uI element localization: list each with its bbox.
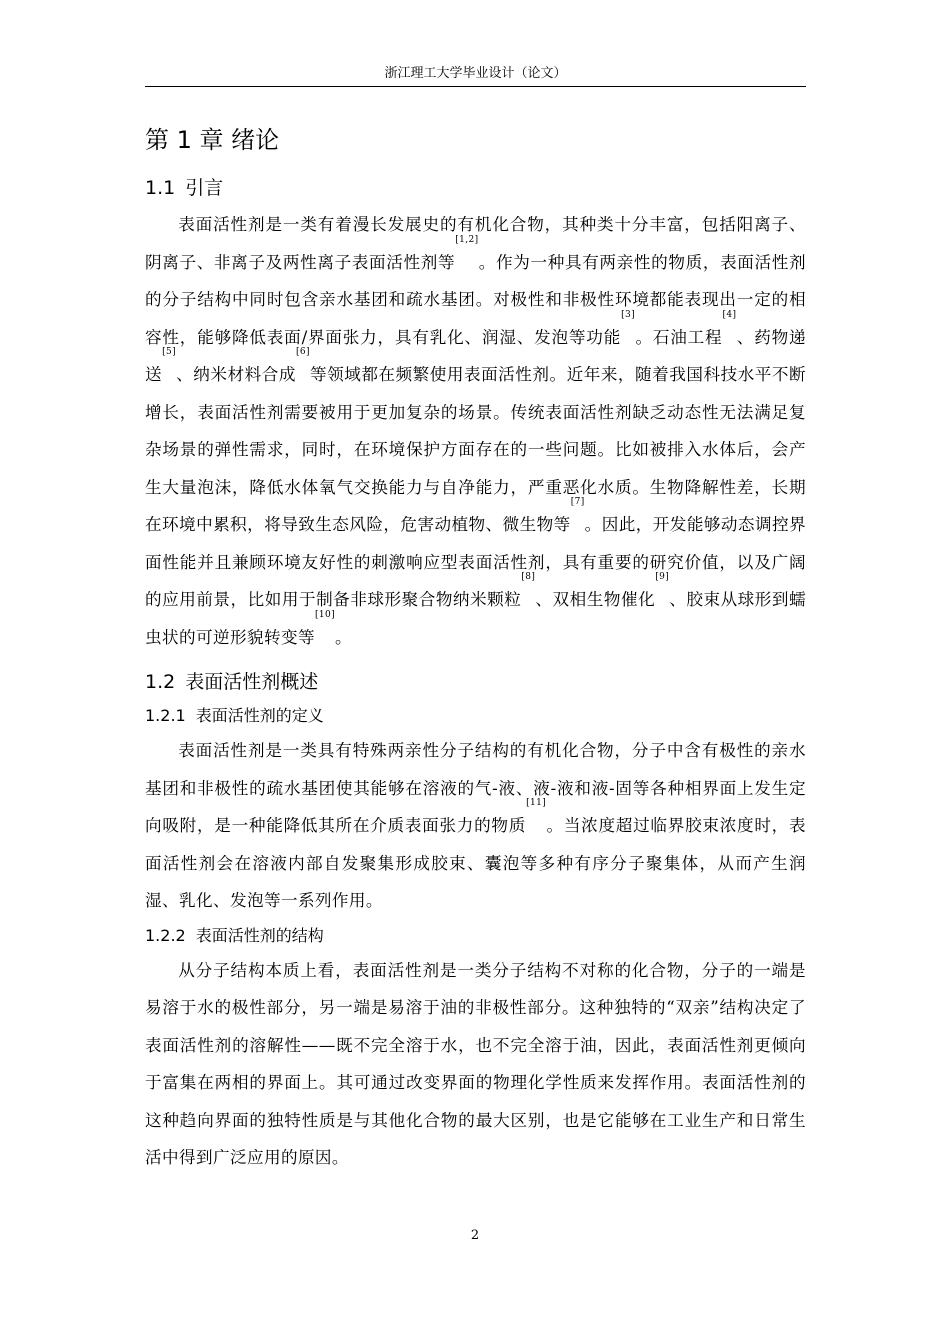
paragraph-text: 、胶束从球形到蠕虫状的可逆形貌转变等: [145, 590, 806, 647]
paragraph-text: 、双相生物催化: [535, 590, 656, 609]
section-number: 1.1: [145, 177, 176, 199]
paragraph-text: 、药物递送: [145, 327, 806, 384]
paragraph-text: 从分子结构本质上看，表面活性剂是一类分子结构不对称的化合物，分子的一端是易溶于水的极性部分，另一端是易溶于油的非极性部分。这种独特的“双亲”结构决定了表面活性剂的溶解性——既不完全溶于水，也不完全溶于油，因此，表面活性剂更倾向于富集在两相的界面上。其可通过改变界面的物理化学性质来发挥作用。表面活性剂的这种趋向界面的独特性质是与其他化合物的最大区别，也是它能够在工业生产和日常生活中得到广泛应用的原因。: [145, 960, 806, 1167]
section-heading-1-1: [145, 170, 806, 206]
section-title: 引言: [185, 177, 224, 199]
citation: [8]: [521, 572, 536, 582]
paragraph-text: 表面活性剂是一类有着漫长发展史的有机化合物，其种类十分丰富，包括阳离子、阴离子、非离子及两性离子表面活性剂等: [145, 215, 806, 272]
citation: [4]: [722, 309, 737, 320]
paragraph-structure: [145, 952, 806, 1177]
citation: [11]: [526, 798, 547, 808]
subsection-heading-1-2-1: [145, 700, 806, 732]
subsection-title: 表面活性剂的结构: [195, 925, 324, 945]
section-number: 1.2: [145, 671, 176, 693]
subsection-number: 1.2.2: [145, 925, 186, 945]
citation: [7]: [570, 497, 585, 507]
paragraph-text: 。当浓度超过临界胶束浓度时，表面活性剂会在溶液内部自发聚集形成胶束、囊泡等多种有序分子聚集体，从而产生润湿、乳化、发泡等一系列作用。: [145, 816, 806, 910]
citation: [5]: [162, 347, 177, 357]
header-title: 浙江理工大学毕业设计（论文）: [384, 66, 567, 81]
paragraph-text: 、纳米材料合成: [176, 365, 296, 384]
paragraph-text: 等领域都在频繁使用表面活性剂。近年来，随着我国科技水平不断增长，表面活性剂需要被用于更加复杂的场景。传统表面活性剂缺乏动态性无法满足复杂场景的弹性需求，同时，在环境保护方面存在的一些问题。比如被排入水体后，会产生大量泡沫，降低水体氧气交换能力与自净能力，严重恶化水质。生物降解性差，长期在环境中累积，将导致生态风险，危害动植物、微生物等: [145, 365, 806, 534]
section-heading-1-2: [145, 664, 806, 700]
chapter-title: 第 1 章 绪论: [145, 126, 280, 154]
paragraph-text: 。因此，开发能够动态调控界面性能并且兼顾环境友好性的刺激响应型表面活性剂，具有重要的研究价值，以及广阔的应用前景，比如用于制备非球形聚合物纳米颗粒: [145, 515, 806, 609]
paragraph-text: 。: [335, 627, 353, 647]
paragraph-text: 。石油工程: [635, 327, 723, 347]
page-number: 2: [470, 1228, 480, 1243]
page-content: [145, 118, 806, 1177]
citation: [10]: [314, 609, 336, 620]
citation: [1,2]: [455, 234, 479, 245]
section-title: 表面活性剂概述: [185, 671, 319, 693]
subsection-title: 表面活性剂的定义: [195, 706, 324, 725]
citation: [6]: [295, 347, 310, 357]
citation: [9]: [655, 572, 670, 582]
running-header: [145, 64, 806, 87]
subsection-heading-1-2-2: [145, 920, 806, 952]
citation: [3]: [621, 309, 636, 320]
paragraph-text: 表面活性剂是一类具有特殊两亲性分子结构的有机化合物，分子中含有极性的亲水基团和非极性的疏水基团使其能够在溶液的气-液、液-液和液-固等各种相界面上发生定向吸附，是一种能降低其所在介质表面张力的物质: [145, 741, 806, 835]
paragraph-definition: [145, 732, 806, 920]
paragraph-text: 。作为一种具有两亲性的物质，表面活性剂的分子结构中同时包含亲水基团和疏水基团。对极性和非极性环境都能表现出一定的相容性，能够降低表面/界面张力，具有乳化、润湿、发泡等功能: [145, 252, 807, 347]
subsection-number: 1.2.1: [145, 706, 186, 725]
paragraph-introduction: [145, 206, 806, 656]
